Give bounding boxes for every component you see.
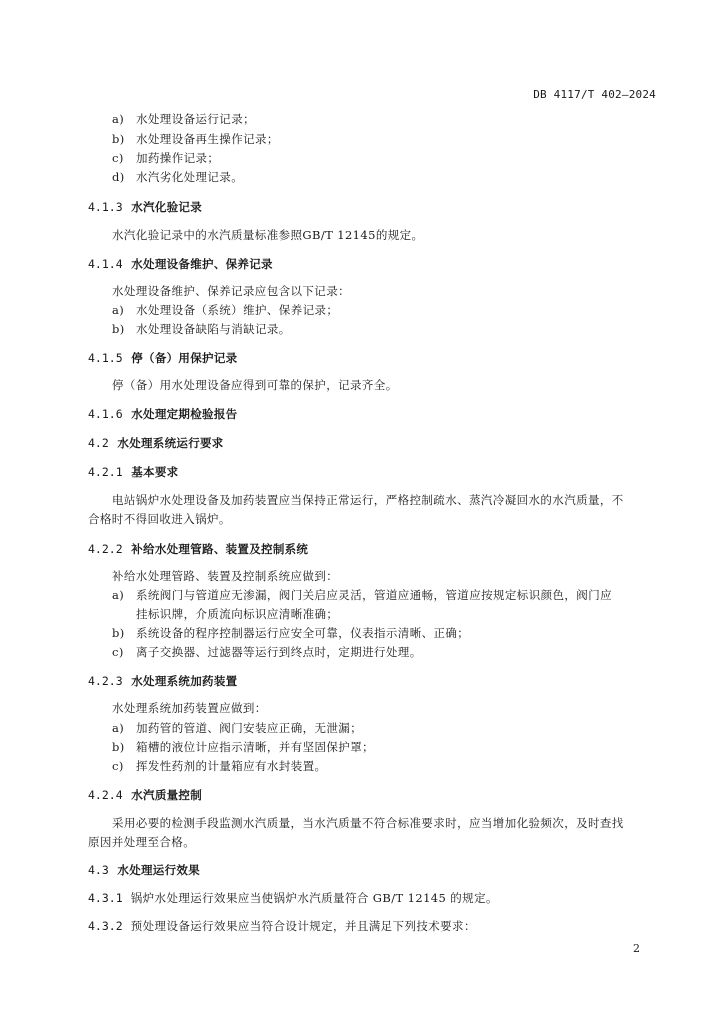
section-heading — [88, 673, 237, 689]
paragraph-line: 合格时不得回收进入锅炉。 — [88, 512, 231, 526]
section-number: 4.3 — [88, 863, 109, 877]
list-text: 箱槽的液位计应指示清晰，并有坚固保护罩； — [136, 740, 374, 754]
paragraph-line: 采用必要的检测手段监测水汽质量，当水汽质量不符合标准要求时，应当增加化验频次，及时查找 — [112, 816, 624, 830]
clause-text: 预处理设备运行效果应当符合设计规定，并且满足下列技术要求： — [130, 919, 476, 933]
list-item — [112, 644, 422, 660]
list-marker: a) — [112, 588, 125, 602]
list-item — [112, 169, 243, 185]
section-number: 4.2.4 — [88, 788, 123, 802]
list-marker: d) — [112, 170, 125, 184]
list-item — [112, 739, 374, 755]
list-text: 水汽劣化处理记录。 — [136, 170, 244, 184]
list-marker: b) — [112, 626, 125, 640]
list-text: 水处理设备运行记录； — [136, 112, 255, 126]
list-item — [112, 625, 469, 641]
section-title: 水处理设备维护、保养记录 — [131, 257, 273, 271]
list-text: 加药管的管道、阀门安装应正确，无泄漏； — [136, 721, 363, 735]
list-item — [112, 587, 612, 603]
list-text: 水处理设备（系统）维护、保养记录； — [136, 303, 339, 317]
page-number: 2 — [633, 942, 640, 955]
section-title: 水处理运行效果 — [117, 863, 200, 877]
list-marker: a) — [112, 303, 125, 317]
section-number: 4.2.3 — [88, 674, 123, 688]
section-heading — [88, 350, 237, 366]
section-title: 补给水处理管路、装置及控制系统 — [131, 542, 309, 556]
list-item — [112, 131, 279, 147]
clause — [88, 890, 498, 906]
clause — [88, 918, 476, 934]
section-number: 4.1.6 — [88, 407, 123, 421]
paragraph: 水汽化验记录中的水汽质量标准参照GB/T 12145的规定。 — [112, 228, 424, 242]
list-text: 系统阀门与管道应无渗漏，阀门关启应灵活，管道应通畅，管道应按规定标识颜色，阀门应 — [136, 588, 612, 602]
list-item — [112, 321, 291, 337]
paragraph: 停（备）用水处理设备应得到可靠的保护，记录齐全。 — [112, 378, 398, 392]
section-number: 4.1.5 — [88, 351, 123, 365]
section-title: 水处理系统加药装置 — [131, 674, 238, 688]
list-text: 离子交换器、过滤器等运行到终点时，定期进行处理。 — [136, 645, 422, 659]
list-item — [112, 720, 362, 736]
section-heading — [88, 435, 224, 451]
paragraph-line: 电站锅炉水处理设备及加药装置应当保持正常运行，严格控制疏水、蒸汽冷凝回水的水汽质量，不 — [112, 493, 624, 507]
section-title: 水处理系统运行要求 — [117, 436, 224, 450]
paragraph: 水处理系统加药装置应做到： — [112, 701, 267, 715]
list-marker: c) — [112, 645, 124, 659]
section-heading — [88, 862, 200, 878]
clause-number: 4.3.1 — [88, 891, 123, 905]
section-heading — [88, 464, 178, 480]
list-marker: b) — [112, 132, 125, 146]
clause-number: 4.3.2 — [88, 919, 123, 933]
section-number: 4.2.2 — [88, 542, 123, 556]
section-number: 4.2 — [88, 436, 109, 450]
list-text: 系统设备的程序控制器运行应安全可靠，仪表指示清晰、正确； — [136, 626, 470, 640]
list-marker: b) — [112, 322, 125, 336]
paragraph: 补给水处理管路、装置及控制系统应做到： — [112, 569, 339, 583]
section-title: 水汽化验记录 — [131, 200, 203, 214]
list-item-continuation: 挂标识牌，介质流向标识应清晰准确； — [136, 607, 339, 621]
list-item — [112, 150, 219, 166]
list-item — [112, 758, 326, 774]
list-text: 加药操作记录； — [136, 151, 220, 165]
section-number: 4.2.1 — [88, 465, 123, 479]
section-number: 4.1.3 — [88, 200, 123, 214]
section-title: 基本要求 — [131, 465, 179, 479]
list-marker: c) — [112, 759, 124, 773]
section-heading — [88, 787, 202, 803]
list-text: 水处理设备再生操作记录； — [136, 132, 279, 146]
section-heading — [88, 541, 308, 557]
clause-text: 锅炉水处理运行效果应当使锅炉水汽质量符合 GB/T 12145 的规定。 — [130, 891, 498, 905]
list-item — [112, 111, 255, 127]
section-heading — [88, 199, 202, 215]
list-item — [112, 302, 338, 318]
list-marker: a) — [112, 721, 125, 735]
paragraph-line: 原因并处理至合格。 — [88, 835, 196, 849]
list-text: 挥发性药剂的计量箱应有水封装置。 — [136, 759, 327, 773]
document-code: DB 4117/T 402—2024 — [533, 88, 656, 101]
section-title: 水汽质量控制 — [131, 788, 203, 802]
list-marker: a) — [112, 112, 125, 126]
list-marker: c) — [112, 151, 124, 165]
section-number: 4.1.4 — [88, 257, 123, 271]
section-heading — [88, 406, 237, 422]
section-title: 水处理定期检验报告 — [131, 407, 238, 421]
list-text: 水处理设备缺陷与消缺记录。 — [136, 322, 291, 336]
section-title: 停（备）用保护记录 — [131, 351, 238, 365]
section-heading — [88, 256, 273, 272]
list-marker: b) — [112, 740, 125, 754]
paragraph: 水处理设备维护、保养记录应包含以下记录： — [112, 284, 350, 298]
